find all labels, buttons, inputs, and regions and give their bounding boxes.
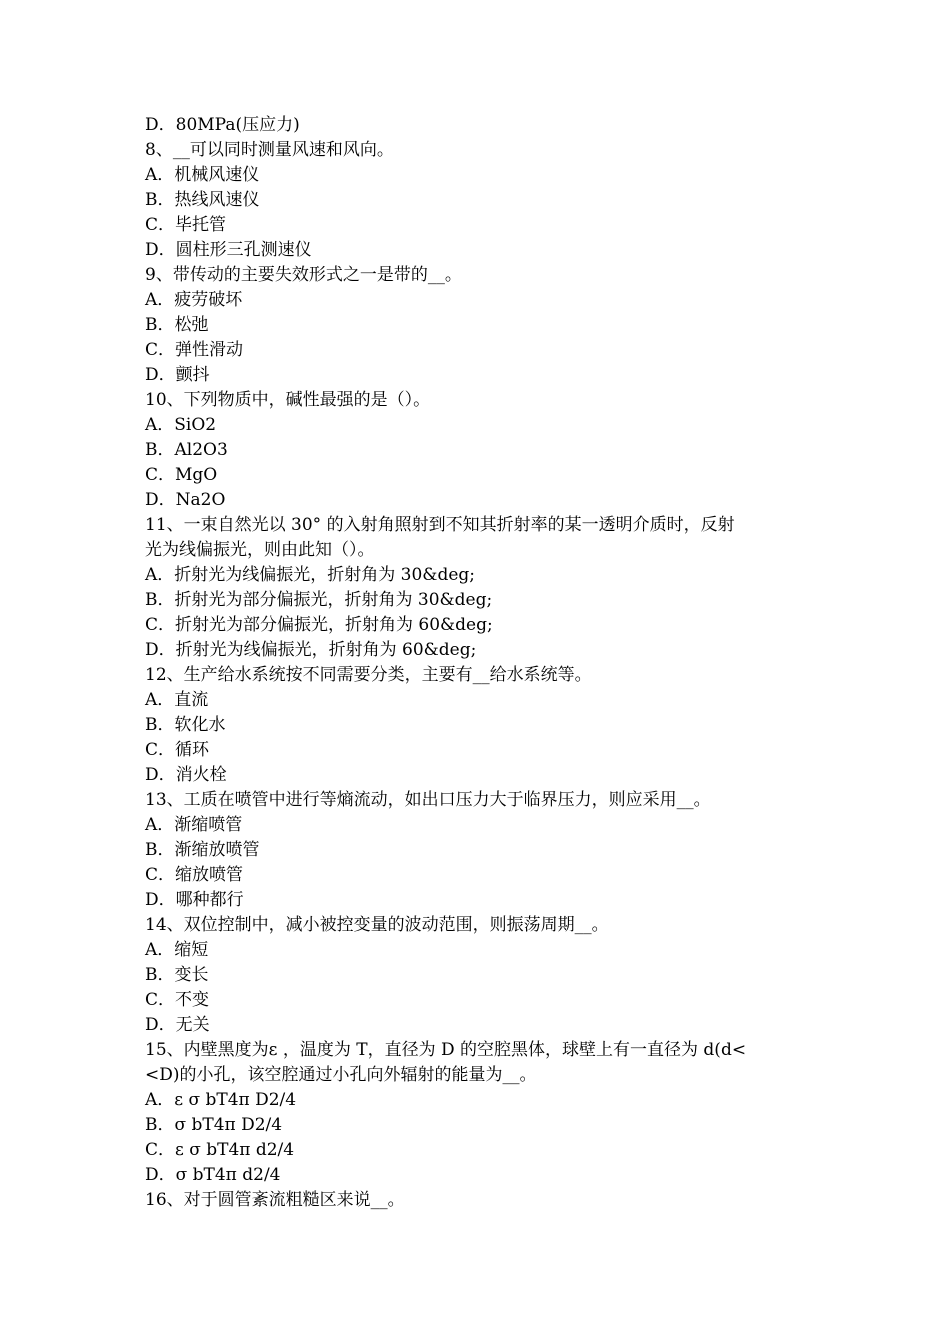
- option-line: A．机械风速仪: [145, 165, 260, 185]
- question-line: <D)的小孔，该空腔通过小孔向外辐射的能量为__。: [145, 1065, 537, 1085]
- option-line: A．渐缩喷管: [145, 815, 243, 835]
- option-line: A．折射光为线偏振光，折射角为 30&deg;: [145, 565, 475, 585]
- option-line: C．折射光为部分偏振光，折射角为 60&deg;: [145, 615, 493, 635]
- question-line: 9、带传动的主要失效形式之一是带的__。: [145, 265, 462, 285]
- option-line: B．渐缩放喷管: [145, 840, 260, 860]
- option-line: A．SiO2: [145, 415, 217, 435]
- option-line: B．Al2O3: [145, 440, 228, 460]
- option-line: B．变长: [145, 965, 209, 985]
- question-line: 12、生产给水系统按不同需要分类，主要有__给水系统等。: [145, 665, 592, 685]
- option-line: C．MgO: [145, 465, 218, 485]
- option-line: C．不变: [145, 990, 210, 1010]
- option-line: D．颤抖: [145, 365, 210, 385]
- option-line: C．缩放喷管: [145, 865, 244, 885]
- option-line: B．松弛: [145, 315, 209, 335]
- option-line: D．哪种都行: [145, 890, 244, 910]
- question-line: 8、__可以同时测量风速和风向。: [145, 140, 394, 160]
- option-line: A．ε σ bT4π D2/4: [145, 1090, 297, 1110]
- question-line: 10、下列物质中，碱性最强的是（）。: [145, 390, 431, 410]
- question-line: 光为线偏振光，则由此知（）。: [145, 540, 375, 560]
- option-line: B．σ bT4π D2/4: [145, 1115, 283, 1135]
- option-line: C．弹性滑动: [145, 340, 244, 360]
- option-line: D．消火栓: [145, 765, 227, 785]
- option-line: C．循环: [145, 740, 210, 760]
- question-line: 16、对于圆管紊流粗糙区来说__。: [145, 1190, 405, 1210]
- question-line: 13、工质在喷管中进行等熵流动，如出口压力大于临界压力，则应采用__。: [145, 790, 711, 810]
- option-line: D．圆柱形三孔测速仪: [145, 240, 312, 260]
- option-line: A．疲劳破坏: [145, 290, 243, 310]
- option-line: B．折射光为部分偏振光，折射角为 30&deg;: [145, 590, 493, 610]
- option-line: D．Na2O: [145, 490, 226, 510]
- option-line: D．80MPa(压应力): [145, 115, 300, 135]
- question-line: 15、内壁黑度为ε ，温度为 T，直径为 D 的空腔黑体，球壁上有一直径为 d(d<: [145, 1040, 747, 1060]
- option-line: B．软化水: [145, 715, 226, 735]
- option-line: A．直流: [145, 690, 209, 710]
- option-line: C．ε σ bT4π d2/4: [145, 1140, 295, 1160]
- option-line: D．折射光为线偏振光，折射角为 60&deg;: [145, 640, 477, 660]
- option-line: B．热线风速仪: [145, 190, 260, 210]
- option-line: D．无关: [145, 1015, 210, 1035]
- option-line: D．σ bT4π d2/4: [145, 1165, 281, 1185]
- question-line: 11、一束自然光以 30° 的入射角照射到不知其折射率的某一透明介质时，反射: [145, 515, 735, 535]
- document-page: [145, 113, 815, 1213]
- question-line: 14、双位控制中，减小被控变量的波动范围，则振荡周期__。: [145, 915, 609, 935]
- option-line: C．毕托管: [145, 215, 227, 235]
- option-line: A．缩短: [145, 940, 209, 960]
